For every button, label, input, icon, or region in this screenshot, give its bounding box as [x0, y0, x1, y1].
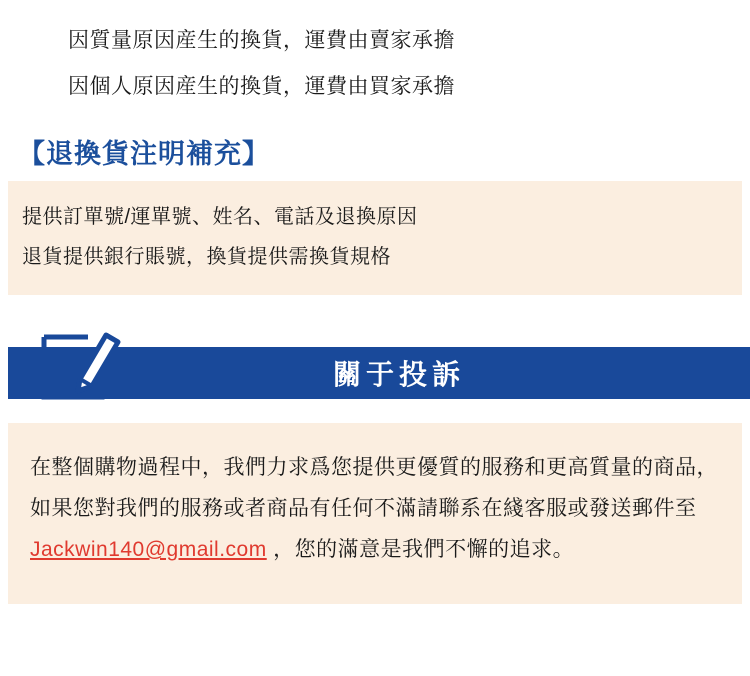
return-note-line: 提供訂單號/運單號、姓名、電話及退換原因 — [22, 206, 418, 228]
complaint-banner — [0, 347, 750, 409]
return-note-heading: 【退換貨注明補充】 — [18, 139, 270, 169]
return-note-box — [8, 181, 742, 295]
return-note-line: 退貨提供銀行賬號，換貨提供需換貨規格 — [22, 246, 391, 268]
top-policy-line: 因個人原因産生的換貨，運費由買家承擔 — [68, 75, 455, 98]
complaint-banner-title: 關于投訴 — [332, 359, 465, 390]
complaint-text-before-email: 在整個購物過程中，我們力求爲您提供更優質的服務和更高質量的商品，如果您對我們的服務或者商品有任何不滿請聯系在綫客服或發送郵件至 — [30, 456, 718, 520]
pencil-edit-icon — [36, 319, 122, 403]
top-policy-block — [0, 0, 750, 110]
top-policy-line: 因質量原因産生的換貨，運費由賣家承擔 — [68, 29, 455, 52]
complaint-text-box — [8, 423, 742, 604]
complaint-text-after-email: ，您的滿意是我們不懈的追求。 — [266, 538, 575, 561]
complaint-paragraph — [30, 447, 720, 570]
support-email-link[interactable]: Jackwin140@gmail.com — [30, 538, 267, 561]
